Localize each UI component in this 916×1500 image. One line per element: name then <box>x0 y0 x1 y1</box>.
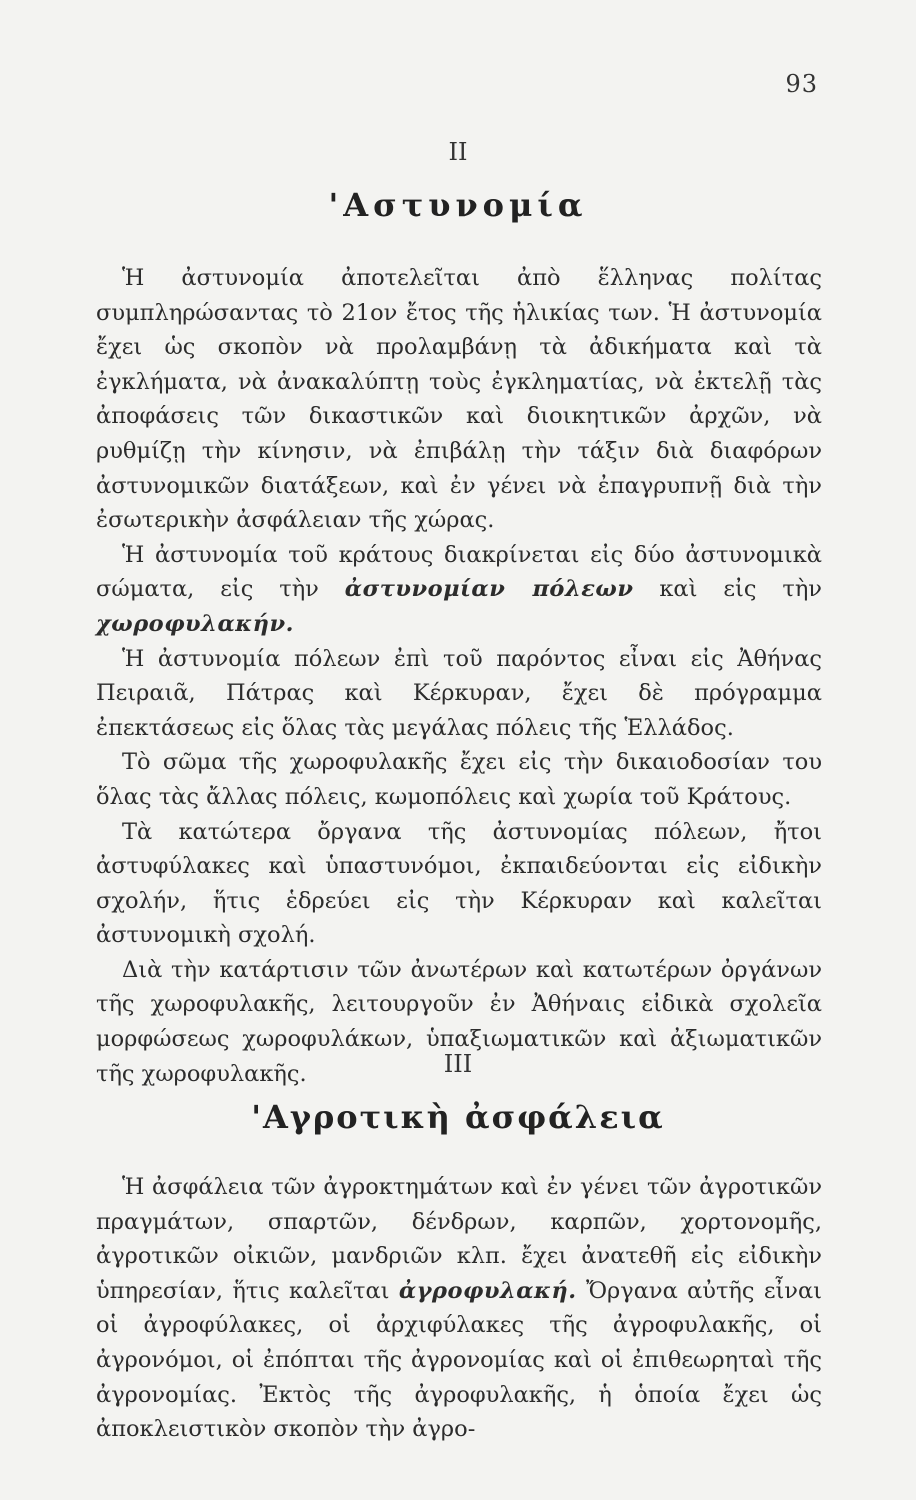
paragraph: Διὰ τὴν κατάρτισιν τῶν ἀνωτέρων καὶ κατωτέρων ὀργάνων τῆς χωροφυλακῆς, λειτουργοῦν ἐν Ἀθήναις εἰδικὰ σχολεῖα μορφώσεως χωροφυλάκων, ὑπαξιωματικῶν καὶ ἀξιωματικῶν τῆς χωροφυλακῆς. <box>96 956 822 1087</box>
emphasis-rural-guard: ἀγροφυλακή. <box>398 1277 577 1304</box>
section-body-police <box>96 261 822 1091</box>
paragraph-text: καὶ εἰς τὴν <box>633 576 822 603</box>
section-body-rural-security <box>96 1170 822 1447</box>
paragraph-text: Ἡ ἀστυνομία τοῦ κράτους διακρίνεται εἰς δύο ἀστυνομικὰ σώματα, εἰς τὴν <box>96 541 822 603</box>
emphasis-city-police: ἀστυνομίαν πόλεων <box>344 576 634 603</box>
section-numeral-3: III <box>443 1050 473 1078</box>
paragraph: Τὰ κατώτερα ὄργανα τῆς ἀστυνομίας πόλεων, ἤτοι ἀστυφύλακες καὶ ὑπαστυνόμοι, ἐκπαιδεύονται εἰς εἰδικὴν σχολήν, ἥτις ἑδρεύει εἰς τὴν Κέρκυραν καὶ καλεῖται ἀστυνομικὴ σχολή. <box>96 818 822 949</box>
paragraph-text: Ἡ ἀσφάλεια τῶν ἀγροκτημάτων καὶ ἐν γένει τῶν ἀγροτικῶν πραγμάτων, σπαρτῶν, δένδρων, καρπῶν, χορτονομῆς, ἀγροτικῶν οἰκιῶν, μανδριῶν κλπ. ἔχει ἀνατεθῆ εἰς εἰδικὴν ὑπηρεσίαν, ἥτις καλεῖται <box>96 1174 822 1304</box>
paragraph-text: Ὄργανα αὐτῆς εἶναι οἱ ἀγροφύλακες, οἱ ἀρχιφύλακες τῆς ἀγροφυλακῆς, οἱ ἀγρονόμοι, οἱ ἐπόπται τῆς ἀγρονομίας καὶ οἱ ἐπιθεωρηταὶ τῆς ἀγρονομίας. Ἐκτὸς τῆς ἀγροφυλακῆς, ἡ ὁποία ἔχει ὡς ἀποκλειστικὸν σκοπὸν τὴν ἀγρο- <box>96 1277 822 1443</box>
paragraph <box>96 538 822 642</box>
page-number: 93 <box>785 70 818 98</box>
section-title-rural-security: 'Αγροτικὴ ἀσφάλεια <box>251 1098 665 1136</box>
paragraph: Ἡ ἀστυνομία πόλεων ἐπὶ τοῦ παρόντος εἶναι εἰς Ἀθήνας Πειραιᾶ, Πάτρας καὶ Κέρκυραν, ἔχει δὲ πρόγραμμα ἐπεκτάσεως εἰς ὅλας τὰς μεγάλας πόλεις τῆς Ἑλλάδος. <box>96 645 822 741</box>
emphasis-gendarmerie: χωροφυλακήν. <box>96 610 294 637</box>
section-numeral-2: II <box>448 138 468 166</box>
paragraph <box>96 1170 822 1447</box>
paragraph: Ἡ ἀστυνομία ἀποτελεῖται ἀπὸ ἕλληνας πολίτας συμπληρώσαντας τὸ 21ον ἔτος τῆς ἡλικίας των. Ἡ ἀστυνομία ἔχει ὡς σκοπὸν νὰ προλαμβάνῃ τὰ ἀδικήματα καὶ τὰ ἐγκλήματα, νὰ ἀνακαλύπτῃ τοὺς ἐγκληματίας, νὰ ἐκτελῇ τὰς ἀποφάσεις τῶν δικαστικῶν καὶ διοικητικῶν ἀρχῶν, νὰ ρυθμίζῃ τὴν κίνησιν, νὰ ἐπιβάλῃ τὴν τάξιν διὰ διαφόρων ἀστυνομικῶν διατάξεων, καὶ ἐν γένει νὰ ἐπαγρυπνῇ διὰ τὴν ἐσωτερικὴν ἀσφάλειαν τῆς χώρας. <box>96 265 822 534</box>
section-title-police: 'Αστυνομία <box>328 186 588 224</box>
paragraph: Τὸ σῶμα τῆς χωροφυλακῆς ἔχει εἰς τὴν δικαιοδοσίαν του ὅλας τὰς ἄλλας πόλεις, κωμοπόλεις καὶ χωρία τοῦ Κράτους. <box>96 749 822 810</box>
